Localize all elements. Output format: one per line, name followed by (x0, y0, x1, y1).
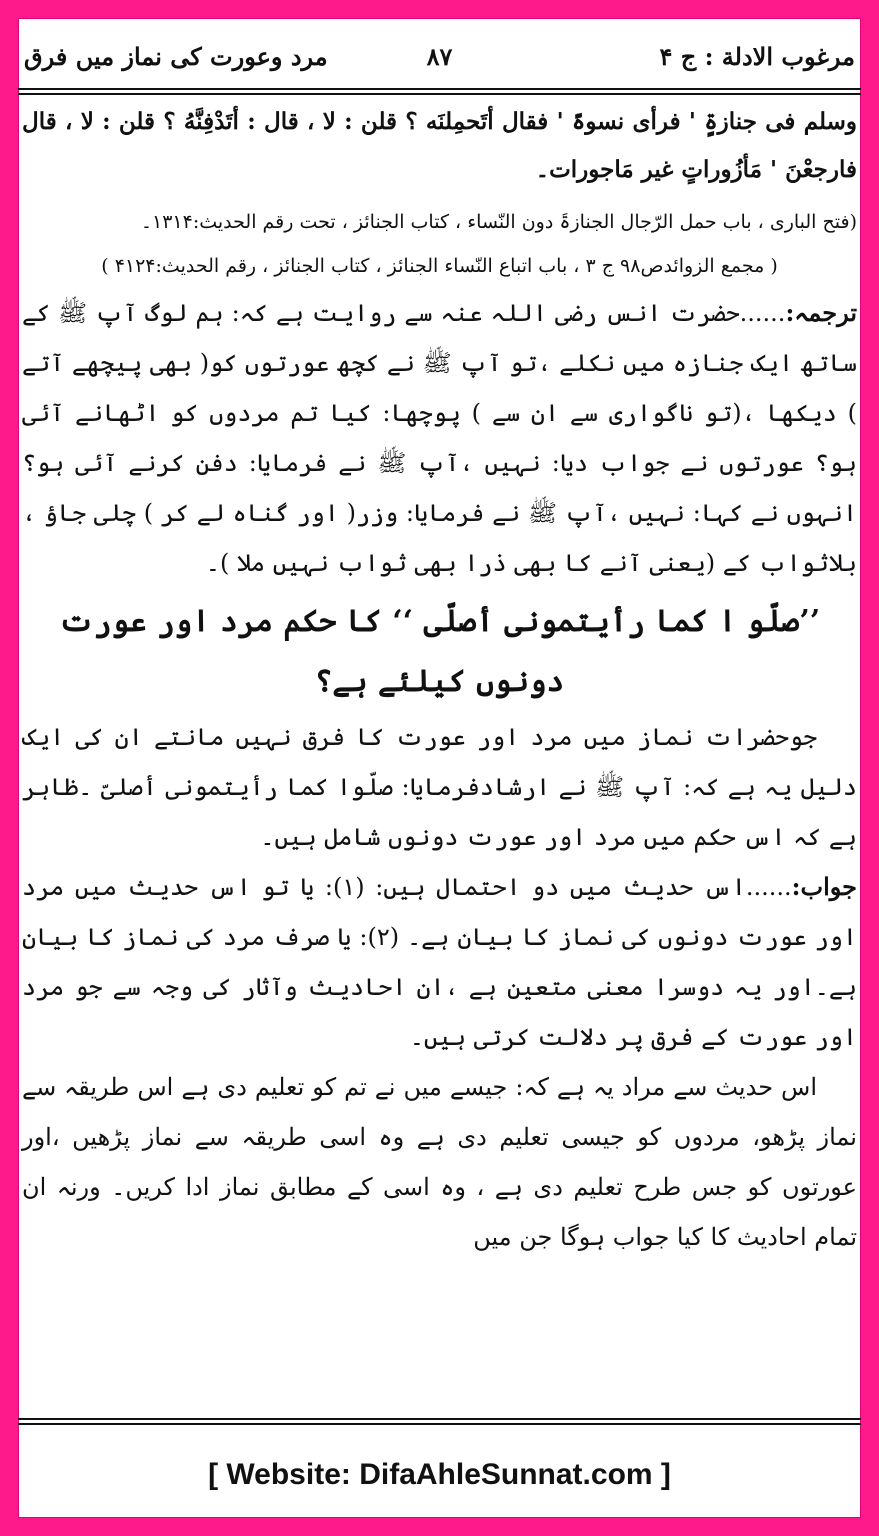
website-footer: [ Website: DifaAhleSunnat.com ] (208, 1458, 671, 1491)
footer-rule-bottom (18, 1423, 861, 1425)
page-number: ۸۷ (426, 42, 453, 71)
paragraph-explanation: اس حدیث سے مراد یہ ہے کہ: جیسے میں نے تم کو تعلیم دی ہے اس طریقہ سے نماز پڑھو، مردوں کو جیسی تعلیم دی ہے وہ اسی طریقہ سے نماز پڑھیں ،اور عورتوں کو جس طرح تعلیم دی ہے ، وہ اسی کے مطابق نماز ادا کریں۔ ورنہ ان تمام احادیث کا کیا جواب ہوگا جن میں (22, 1073, 857, 1251)
answer-text: ......اس حدیث میں دو احتمال ہیں: (۱): یا تو اس حدیث میں مرد اور عورت دونوں کی نماز کا بیان ہے۔ (۲): یا صرف مرد کی نماز کا بیان ہے۔اور یہ دوسرا معنی متعین ہے ،ان احادیث وآثار کی وجہ سے جو مرد اور عورت کے فرق پر دلالت کرتی ہیں۔ (22, 873, 857, 1051)
reference-fath-al-bari: (فتح الباری ، باب حمل الرّجال الجنازۃَ دون النّساء ، کتاب الجنائز ، تحت رقم الحدیث:۱۳۱۴۔ (140, 211, 857, 233)
page-header (18, 34, 861, 84)
translation-text: ......حضرت انس رضی اللہ عنہ سے روایت ہے کہ: ہم لوگ آپ ﷺ کے ساتھ ایک جنازہ میں نکلے ،تو آپ ﷺ نے کچھ عورتوں کو( بھی پیچھے آتے ) دیکھا ،(تو ناگواری سے ان سے ) پوچھا: کیا تم مردوں کو اٹھانے آئی ہو؟ عورتوں نے جواب دیا: نہیں ،آپ ﷺ نے فرمایا: دفن کرنے آئی ہو؟ انہوں نے کہا: نہیں ،آپ ﷺ نے فرمایا: وزر( اور گناہ لے کر ) چلی جاؤ ، بلاثواب کے (یعنی آنے کا بھی ذرا بھی ثواب نہیں ملا )۔ (22, 299, 857, 577)
header-rule-top (18, 88, 861, 90)
translation-paragraph (22, 288, 857, 588)
page-body (22, 98, 857, 1262)
chapter-title: مرد وعورت کی نماز میں فرق (24, 42, 328, 71)
book-title: مرغوب الادلة : ج ۴ (659, 42, 855, 71)
header-rule-bottom (18, 93, 861, 95)
section-heading: ’’صلّو ا کما رأیتمونی أصلّی ‘‘ کا حکم مرد اور عورت دونوں کیلئے ہے؟ (58, 604, 821, 699)
hadith-arabic: وسلم فی جنازۃٍ ' فرأی نسوۃً ' فقال أتَحمِلنَه ؟ قلن : لا ، قال : أتَدْفِنَّهُ ؟ قلن : لا ، قال فارجعْنَ ' مَأزُوراتٍ غیر مَاجورات۔ (22, 108, 857, 183)
answer-paragraph (22, 862, 857, 1062)
footer-rule-top (18, 1418, 861, 1420)
paragraph-claim: جوحضرات نماز میں مرد اور عورت کا فرق نہیں مانتے ان کی ایک دلیل یہ ہے کہ: آپ ﷺ نے ارشادفرمایا: صلّوا کما رأیتمونی أصلیّ ۔ظاہر ہے کہ اس حکم میں مرد اور عورت دونوں شامل ہیں۔ (22, 723, 857, 851)
answer-label: جواب: (791, 872, 857, 901)
reference-majma-al-zawaid: ( مجمع الزوائدص۹۸ ج ۳ ، باب اتباع النّساء الجنائز ، کتاب الجنائز ، رقم الحدیث:۴۱۲۴ ) (101, 255, 778, 277)
translation-label: ترجمہ: (785, 298, 857, 327)
